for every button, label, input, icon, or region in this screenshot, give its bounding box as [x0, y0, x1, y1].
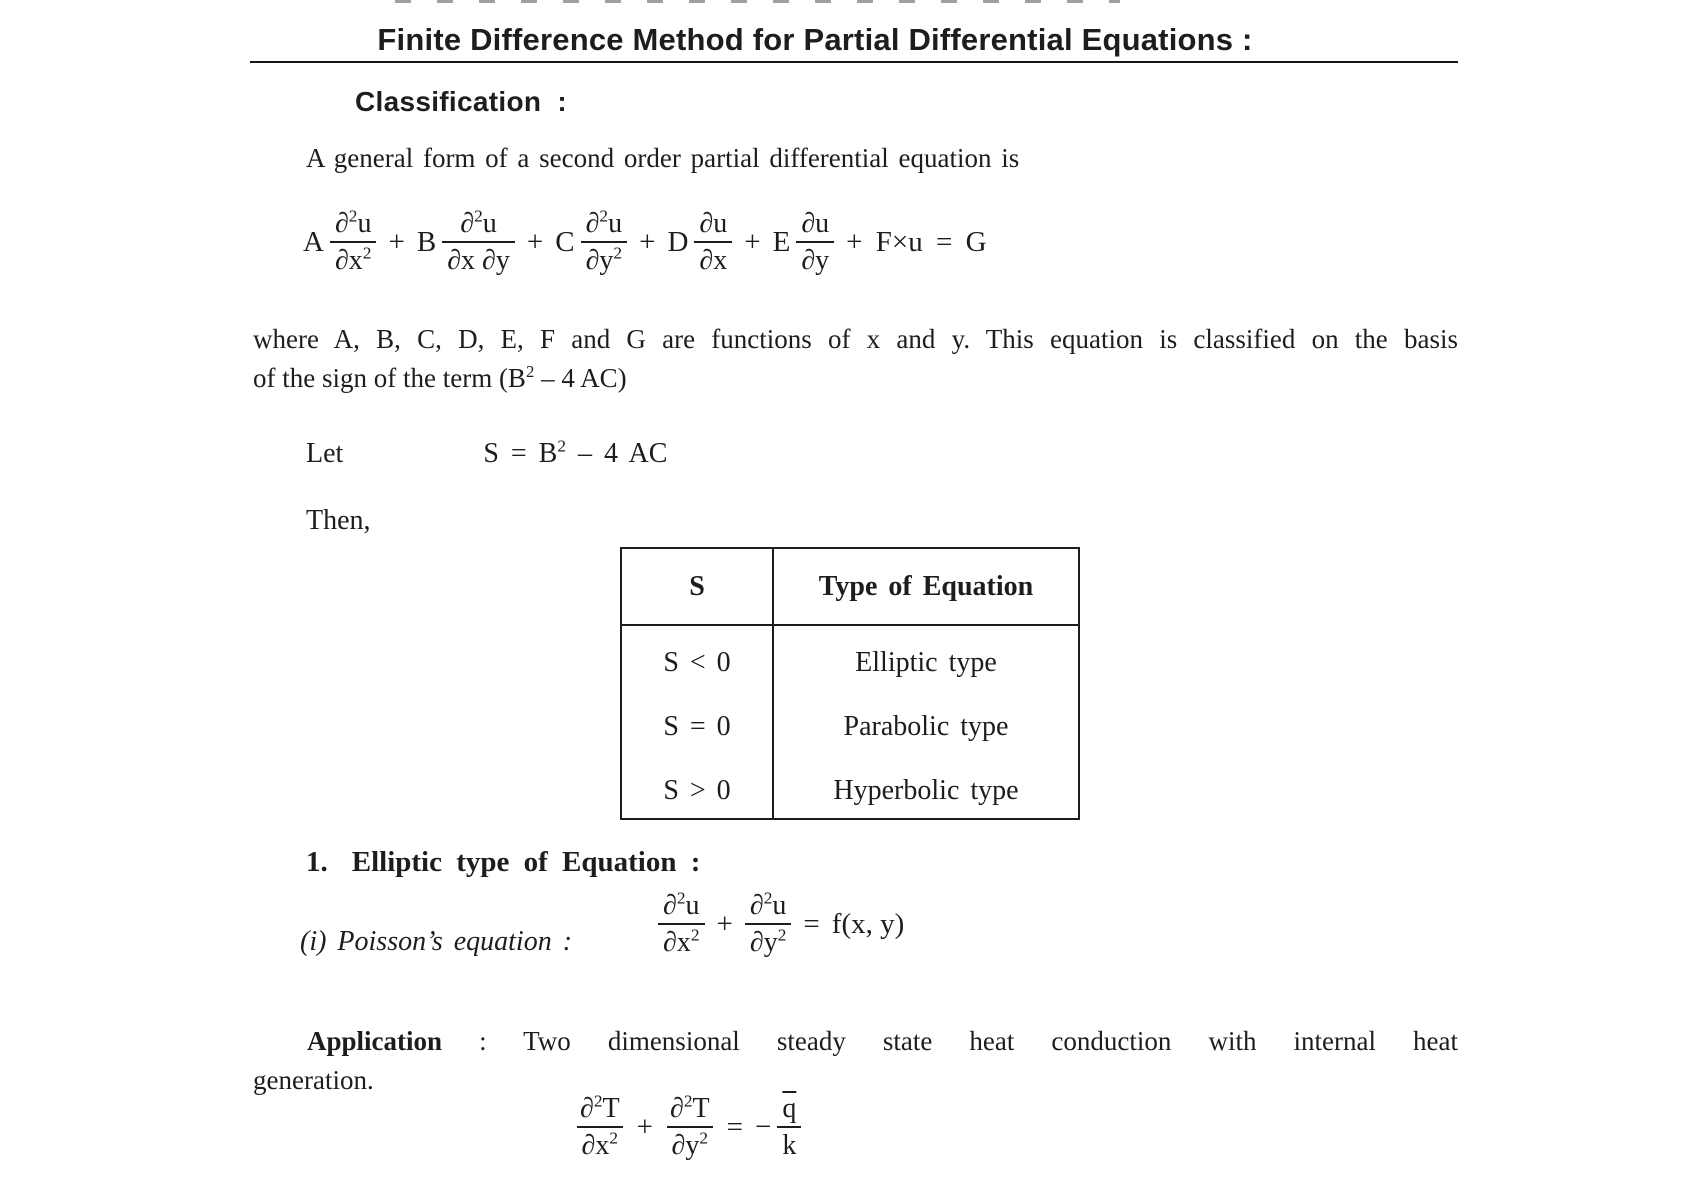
coefficient: B [416, 225, 437, 258]
minus-sign: − [755, 1110, 772, 1143]
where-paragraph [253, 320, 1458, 398]
plus-operator: + [744, 225, 761, 258]
application-line-2: generation. [253, 1065, 374, 1095]
where-line-2: of the sign of the term ($B^2 - 4$ AC) [253, 362, 627, 393]
poisson-equation [658, 890, 904, 959]
poisson-equation-label: (i) Poisson’s equation : [300, 926, 573, 957]
q-bar: $\overline{q}$ [782, 1093, 797, 1124]
where-line-1: where A, B, C, D, E, F and G are functions of x and y. This equation is classified on the basis [253, 324, 1458, 354]
table-cell: S < 0 [622, 626, 774, 690]
scan-artifact-strip [395, 0, 1120, 3]
application-paragraph [253, 1022, 1458, 1100]
heading-number: 1. [306, 846, 328, 878]
table-cell: S = 0 [622, 690, 774, 754]
fraction: $\frac{\partial^2u}{\partial y^2}$ [581, 208, 628, 277]
let-label: Let [306, 438, 344, 469]
then-label: Then, [306, 505, 371, 536]
table-cell: Elliptic type [855, 647, 997, 678]
general-pde-equation [303, 208, 987, 277]
coefficient: D [667, 225, 689, 258]
plus-operator: + [639, 225, 656, 258]
equation-tail: + F×u = G [846, 225, 987, 258]
table-header-s: S [622, 549, 774, 626]
equals-sign: = [726, 1110, 743, 1143]
fraction: $\frac{\partial^2u}{\partial x^2}$ [330, 208, 377, 277]
plus-operator: + [636, 1110, 653, 1143]
fraction: $\frac{\partial^2T}{\partial x^2}$ [575, 1093, 625, 1162]
let-definition [306, 438, 667, 470]
coefficient: A [303, 225, 324, 258]
fraction-q-over-k: $\frac{\overline{q}}{k}$ [777, 1093, 801, 1162]
fraction: $\frac{\partial u}{\partial y}$ [796, 208, 834, 277]
table-cell: Parabolic type [843, 711, 1009, 742]
coefficient: E [772, 225, 791, 258]
page-title: Finite Difference Method for Partial Differential Equations : [377, 22, 1253, 57]
s-expression: $S = B^2 - 4$ AC [483, 436, 668, 469]
classification-table [620, 547, 1080, 820]
application-label: Application [307, 1026, 443, 1056]
table-cell: S > 0 [622, 754, 774, 818]
fraction: $\frac{\partial^2T}{\partial y^2}$ [665, 1093, 715, 1162]
application-line-1: Application : Two dimensional steady state heat conduction with internal heat [307, 1026, 1459, 1056]
heat-conduction-equation [575, 1093, 801, 1162]
plus-operator: + [388, 225, 405, 258]
fraction: $\frac{\partial^2u}{\partial x \partial y}$ [442, 208, 515, 277]
equals-sign: = [803, 907, 820, 940]
fraction: $\frac{\partial u}{\partial x}$ [694, 208, 732, 277]
plus-operator: + [526, 225, 544, 258]
table-cell: Hyperbolic type [833, 775, 1019, 806]
heading-text: Elliptic type of Equation : [351, 846, 701, 878]
elliptic-type-heading [306, 846, 700, 879]
table-header-type: Type of Equation [774, 549, 1078, 626]
fraction: $\frac{\partial^2u}{\partial y^2}$ [745, 890, 792, 959]
fraction: $\frac{\partial^2u}{\partial x^2}$ [658, 890, 705, 959]
intro-sentence: A general form of a second order partial differential equation is [306, 143, 1020, 173]
title-underline-rule [250, 61, 1458, 63]
coefficient: C [555, 225, 575, 258]
poisson-rhs: f(x, y) [831, 907, 905, 940]
plus-operator: + [716, 907, 733, 940]
classification-heading: Classification : [355, 86, 568, 117]
